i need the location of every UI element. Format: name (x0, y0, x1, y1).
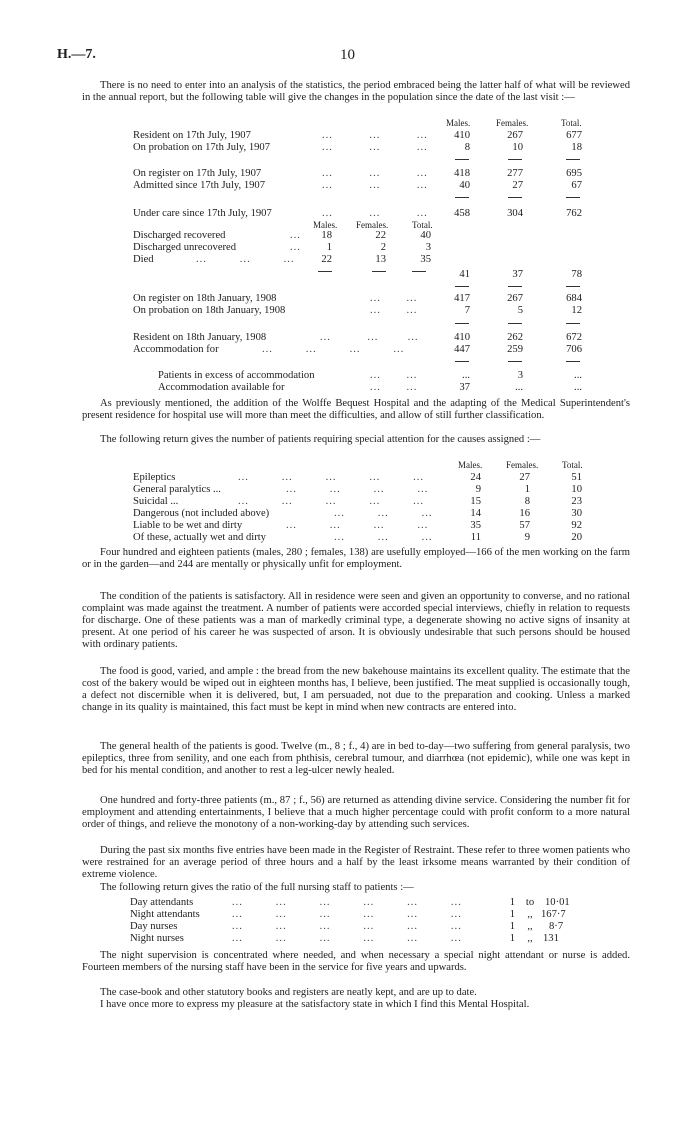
col-header-males: Males. (458, 460, 483, 470)
document-reference: H.—7. (57, 47, 96, 62)
col-header-males: Males. (446, 118, 471, 128)
intro-paragraph: There is no need to enter into an analysis of the statistics, the period embraced being the latter half of what will be reviewed in the annual report, but the following table will give the changes in the population since the date of the last visit :— (82, 80, 630, 103)
paragraph-special-intro: The following return gives the number of patients requiring special attention for the causes assigned :— (100, 434, 541, 445)
sub-header-males: Males. (313, 220, 338, 230)
paragraph-health: The general health of the patients is good. Twelve (m., 8 ; f., 4) are in bed to-day—two suffering from general paralysis, two epileptics, three from senility, and one each from phthisis, cerebral tumour, and diarrhœa (not epidemic), while one was kept in bed for his mental condition, and another to rest a leg-ulcer newly healed. (82, 741, 630, 776)
sub-header-females: Females. (356, 220, 389, 230)
paragraph-divine-service: One hundred and forty-three patients (m., 87 ; f., 56) are returned as attending divine service. Considering the number fit for employment and attending entertainments, I believe that a much higher percentage could with profit conform to a more natural order of things, and relieve the monotony of a non-working-day by attending such services. (82, 795, 630, 830)
paragraph-closing: I have once more to express my pleasure at the satisfactory state in which I find this Mental Hospital. (100, 999, 530, 1010)
document-page: H.—7. 10 There is no need to enter into an analysis of the statistics, the period embraced being the latter half of what will be reviewed in the annual report, but the following table will give the changes in the population since the date of the last visit :— Males. Females. Total. Resident on 17th July, 1907 ... ... ... 410 267 677 On probation on 17th July, 1907 ... ... ... 8 10 18 On register on 17th July, 1907 ... ... ... 418 277 695 Admitted since 17th July, 1907 ... ... ... 40 27 67 Under care since 17th July, 1907 ... ... ... 458 304 762 Males. Females. Total. Discharged recovered ... 18 22 40 Discharged unrecovered ... 1 2 3 Died ... ... ... 22 13 35 41 37 78 On register on 18th January, 1908 ... ... 417 267 684 On probation on 18th January, 1908 ... ... 7 5 12 Resident on 18th January, 1908 ... ... ... 410 262 672 Accommodation for ... ... ... ... 447 259 706 Patients in excess of accommodation ... ... ... 3 ... Accommodation available for ... ... 37 ... ... As previously mentioned, the addition of the Wolffe Bequest Hospital and the adapting of the Medical Superintendent's present residence for hospital use will more than meet the difficulties, and allow of still further classification. The following return gives the number of patients requiring special attention for the causes assigned :— Males. Females. Total. Epileptics ... ... ... ... ... 24 27 51 General paralytics ... ... ... ... ... 9 1 10 Suicidal ... ... ... ... ... ... 15 8 23 Dangerous (not included above) ... ... ... 14 16 30 Liable to be wet and dirty ... ... ... ... 35 57 92 Of these, actually wet and dirty ... ... ... 11 9 20 Four hundred and eighteen patients (males, 280 ; females, 138) are usefully employed—166 of the men working on the farm or in the garden—and 244 are mentally or physically unfit for employment. The condition of the patients is satisfactory. All in residence were seen and given an opportunity to converse, and no rational complaint was made against the treatment. A number of patients were accorded special interviews, chiefly in relation to requests for discharge. One of these patients was a man of markedly criminal type, a degenerate showing no active signs of insanity at present. At one period of his career he was suspected of arson. It is obviously undesirable that such persons should be housed with ordinary patients. The food is good, varied, and ample : the bread from the new bakehouse maintains its excellent quality. The estimate that the cost of the bakery would be wiped out in eighteen months has, I believe, been justified. The meat supplied is occasionally tough, a defect not discernible when it is delivered, but, I am persuaded, not due to the preparation and cooking. Unless a marked change in its quality is maintained, this fact must be kept in mind when new contracts are entered into. The general health of the patients is good. Twelve (m., 8 ; f., 4) are in bed to-day—two suffering from general paralysis, two epileptics, three from senility, and one each from phthisis, cerebral tumour, and diarrhœa (not epidemic), while one was kept in bed for his mental condition, and another to rest a leg-ulcer newly healed. One hundred and forty-three patients (m., 87 ; f., 56) are returned as attending divine service. Considering the number fit for employment and attending entertainments, I believe that a much higher percentage could with profit conform to a more natural order of things, and relieve the monotony of a non-working-day by attending such services. During the past six months five entries have been made in the Register of Restraint. These refer to three women patients who were restrained for an average period of three hours and a half by the least irksome means warranted by their condition of extreme violence. The following return gives the ratio of the full nursing staff to patients :— Day attendants ... ... ... ... ... ... 1 to 10·01 Night attendants ... ... ... ... ... ... 1 ,, 167·7 Day nurses ... ... ... ... ... ... 1 ,, 8·7 Night nurses ... ... ... ... ... ... 1 ,, 131 The night supervision is concentrated where needed, and when necessary a special night attendant or nurse is added. Fourteen members of the nursing staff have been in the service for five years and upwards. The case-book and other statutory books and registers are neatly kept, and are up to date. I have once more to express my pleasure at the satisfactory state in which I find this Mental Hospital. (57, 47, 630, 1010)
paragraph-night-supervision: The night supervision is concentrated where needed, and when necessary a special night attendant or nurse is added. Fourteen members of the nursing staff have been in the service for five years and upwards. (82, 950, 630, 973)
col-header-females: Females. (496, 118, 529, 128)
page-number: 10 (340, 47, 355, 63)
col-header-females: Females. (506, 460, 539, 470)
paragraph-employed: Four hundred and eighteen patients (males, 280 ; females, 138) are usefully employed—166 of the men working on the farm or in the garden—and 244 are mentally or physically unfit for employment. (82, 547, 630, 570)
paragraph-restraint: During the past six months five entries have been made in the Register of Restraint. These refer to three women patients who were restrained for an average period of three hours and a half by the least irksome means warranted by their condition of extreme violence. (82, 845, 630, 880)
paragraph-nursing-intro: The following return gives the ratio of the full nursing staff to patients :— (100, 882, 414, 893)
paragraph-case-book: The case-book and other statutory books and registers are neatly kept, and are up to date. (100, 987, 477, 998)
sub-header-total: Total. (412, 220, 433, 230)
col-header-total: Total. (561, 118, 582, 128)
col-header-total: Total. (562, 460, 583, 470)
paragraph-addition: As previously mentioned, the addition of the Wolffe Bequest Hospital and the adapting of the Medical Superintendent's present residence for hospital use will more than meet the difficulties, and allow of still further classification. (82, 398, 630, 421)
paragraph-condition: The condition of the patients is satisfactory. All in residence were seen and given an opportunity to converse, and no rational complaint was made against the treatment. A number of patients were accorded special interviews, chiefly in relation to requests for discharge. One of these patients was a man of markedly criminal type, a degenerate showing no active signs of insanity at present. At one period of his career he was suspected of arson. It is obviously undesirable that such persons should be housed with ordinary patients. (82, 591, 630, 650)
paragraph-food: The food is good, varied, and ample : the bread from the new bakehouse maintains its excellent quality. The estimate that the cost of the bakery would be wiped out in eighteen months has, I believe, been justified. The meat supplied is occasionally tough, a defect not discernible when it is delivered, but, I am persuaded, not due to the preparation and cooking. Unless a marked change in its quality is maintained, this fact must be kept in mind when new contracts are entered into. (82, 666, 630, 713)
